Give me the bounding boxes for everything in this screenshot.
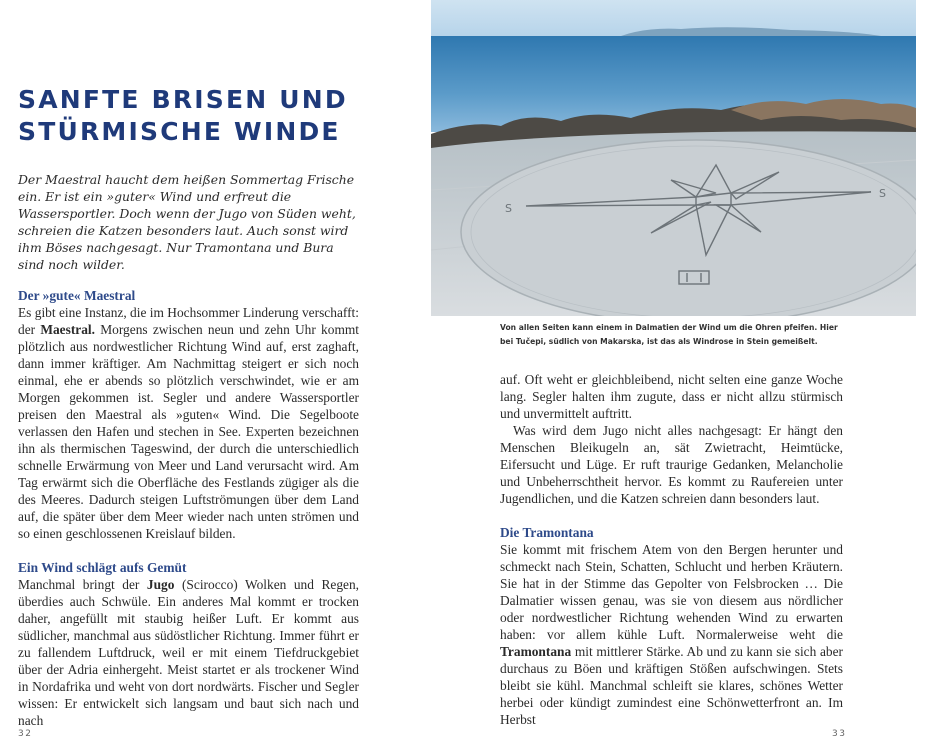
page-number-right: 33	[832, 729, 847, 739]
section-heading-jugo: Ein Wind schlägt aufs Gemüt	[18, 560, 187, 575]
section-body-jugo	[18, 576, 359, 729]
section-heading-tramontana: Die Tramontana	[500, 525, 594, 540]
svg-text:S: S	[879, 187, 886, 200]
jugo-bold-term: Jugo	[146, 577, 175, 592]
section-body-tramontana	[500, 541, 843, 728]
maestral-text-start: Es gibt eine Instanz, die im Hochsommer Linderung verschafft: der	[18, 305, 359, 337]
jugo-text-rest: (Scirocco) Wolken und Regen, überdies auch Schwüle. Ein anderes Mal kommt er trocken daher, angefüllt mit staubig heißer Luft. Er kommt aus südlicher, manchmal aus südöstlicher Richtung. Immer führt er zu fallendem Luftdruck, weil er mit einem Tiefdruckgebiet über der Adria einhergeht. Meist startet er als trockener Wind in Nordafrika und weht von dort nordwärts. Fischer und Segler wissen: Er entwickelt sich langsam und baut sich nach und nach	[18, 577, 360, 728]
chapter-title-line-2: STÜRMISCHE WINDE	[18, 117, 341, 146]
chapter-title-line-1: SANFTE BRISEN UND	[18, 85, 348, 114]
photo-caption: Von allen Seiten kann einem in Dalmatien der Wind um die Ohren pfeifen. Hier bei Tučepi, südlich von Makarska, ist das als Windrose in Stein gemeißelt.	[500, 323, 838, 346]
jugo-text-start: Manchmal bringt der	[18, 577, 147, 592]
right-text-column	[500, 371, 843, 728]
page-number-left: 32	[18, 729, 33, 739]
jugo-continued-paragraph: auf. Oft weht er gleichbleibend, nicht selten eine ganze Woche lang. Segler halten ihm zugute, dass er nicht allzu stürmisch und unvermittelt auftritt.	[500, 372, 843, 421]
section-body-maestral	[18, 304, 359, 542]
maestral-bold-term: Maestral.	[40, 322, 95, 337]
tramontana-text-start: Sie kommt mit frischem Atem von den Bergen herunter und schmeckt nach Stein, Schatten, Schlucht und herben Kräutern. Sie hat in der Stimme das Gepolter von Felsbrocken … Die Dalmatier wissen genau, was sie von diesem aus nördlicher oder nordwestlicher Richtung wehenden Wind zu erwarten haben: vor allem kühle Luft. Normalerweise weht die	[500, 542, 843, 642]
maestral-text-rest: Morgens zwischen neun und zehn Uhr kommt plötzlich aus nordwestlicher Richtung Wind auf, erst zaghaft, dann immer kräftiger. Am Nachmittag steigert er sich noch einmal, ehe er abends so plötzlich verschwindet, wie er am Morgen gekommen ist. Segler und andere Wassersportler preisen den Maestral als »guten« Wind. Die Segelboote verlassen den Hafen und stechen in See. Experten bezeichnen ihn als thermischen Tageswind, der durch die unterschiedlich schnelle Erwärmung von Meer und Land verursacht wird. Am Tag erwärmt sich die Oberfläche des Festlands zügiger als die des Meeres. Dadurch steigen Luftströmungen über dem Land auf, die später über dem Meer wieder nach unten strömen und so einen geschlossenen Kreislauf bilden.	[18, 322, 360, 541]
right-page	[465, 0, 930, 744]
section-heading-maestral: Der »gute« Maestral	[18, 288, 136, 303]
left-text-column	[18, 287, 359, 729]
svg-text:S: S	[505, 202, 512, 215]
wind-rose-photo	[431, 0, 916, 316]
intro-paragraph: Der Maestral haucht dem heißen Sommertag Frische ein. Er ist ein »guter« Wind und erfreut die Wassersportler. Doch wenn der Jugo von Süden weht, schreien die Katzen besonders laut. Auch sonst wird ihm Böses nachgesagt. Nur Tramontana und Bura sind noch wilder.	[18, 172, 356, 272]
tramontana-text-rest: mit mittlerer Stärke. Ab und zu kann sie sich aber durchaus zu Böen und kräftigen Stößen aufschwingen. Stets bleibt sie kühl. Manchmal schleift sie klares, schönes Wetter herbei oder kündigt zumindest eine Schönwetterfront an. Im Herbst	[500, 644, 843, 727]
tramontana-bold-term: Tramontana	[500, 644, 572, 659]
chapter-title	[18, 84, 438, 148]
jugo-rumors-paragraph: Was wird dem Jugo nicht alles nachgesagt: Er hängt den Menschen Bleikugeln an, sät Zwietracht, Heimtücke, Eifersucht und Lüge. Er ruft traurige Gedanken, Melancholie und Unbeherrschtheit hervor. Es kommt zu Raufereien unter Jugendlichen, und die Katzen schreien dann besonders laut.	[500, 423, 843, 506]
